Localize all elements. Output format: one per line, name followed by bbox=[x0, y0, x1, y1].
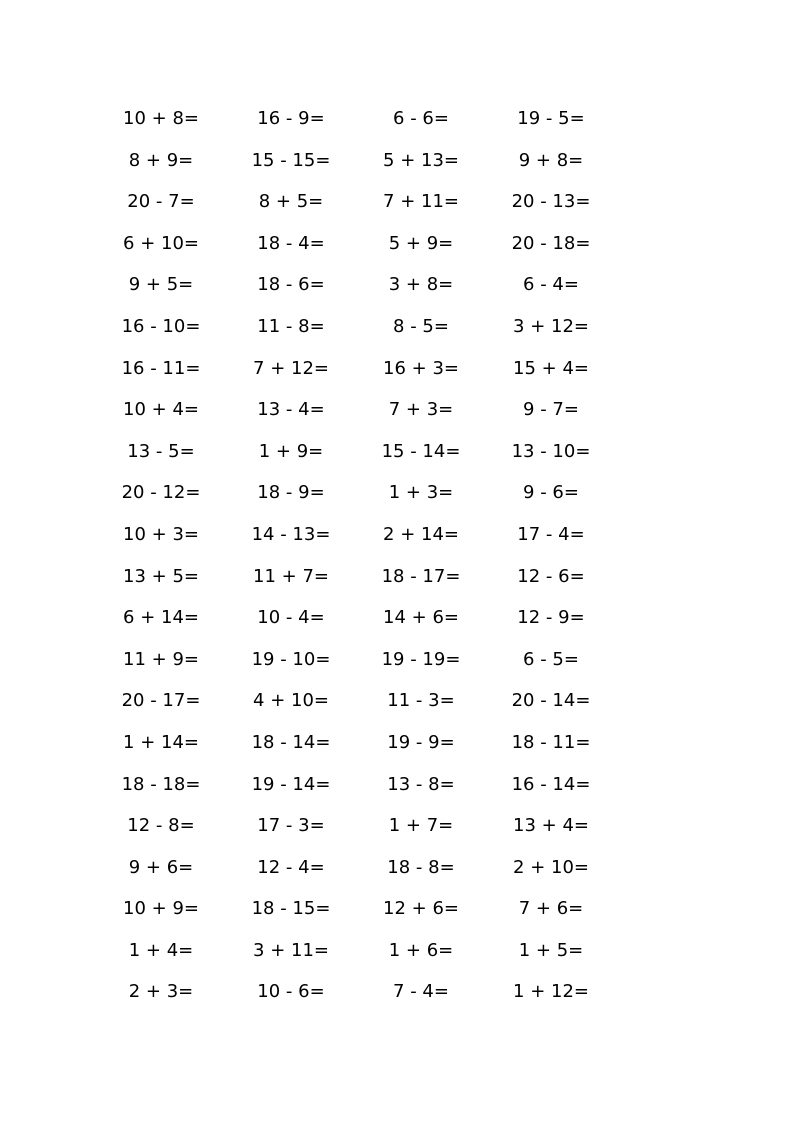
math-problem: 10 + 4= bbox=[123, 399, 199, 421]
problem-row bbox=[0, 140, 794, 182]
math-problem: 19 - 10= bbox=[251, 648, 331, 670]
math-problem: 7 - 4= bbox=[393, 981, 449, 1003]
problem-row bbox=[0, 264, 794, 306]
math-problem: 8 + 5= bbox=[258, 191, 324, 213]
math-problem: 18 - 11= bbox=[511, 731, 591, 753]
problem-row bbox=[0, 223, 794, 265]
math-problem: 3 + 12= bbox=[513, 315, 589, 337]
math-problem: 20 - 14= bbox=[511, 690, 591, 712]
problem-row bbox=[0, 639, 794, 681]
math-problem: 19 - 5= bbox=[517, 108, 585, 129]
math-problem: 20 - 12= bbox=[121, 482, 201, 504]
problem-row bbox=[0, 514, 794, 556]
math-problem: 1 + 6= bbox=[388, 939, 454, 961]
math-problem: 17 - 3= bbox=[257, 815, 325, 837]
math-problem: 3 + 8= bbox=[388, 274, 454, 296]
problem-row bbox=[0, 597, 794, 639]
math-problem: 1 + 7= bbox=[388, 815, 454, 837]
problem-row bbox=[0, 389, 794, 431]
math-problem: 11 - 3= bbox=[387, 690, 455, 712]
math-problem: 13 - 10= bbox=[511, 440, 591, 462]
problem-row bbox=[0, 764, 794, 806]
math-problem: 6 + 10= bbox=[123, 232, 199, 254]
math-problem: 14 - 13= bbox=[251, 523, 331, 545]
math-problem: 19 - 14= bbox=[251, 773, 331, 795]
problem-grid bbox=[0, 98, 794, 1013]
problem-row bbox=[0, 431, 794, 473]
math-problem: 16 + 3= bbox=[383, 357, 459, 379]
problem-row bbox=[0, 306, 794, 348]
math-problem: 7 + 3= bbox=[388, 399, 454, 421]
problem-row bbox=[0, 98, 794, 140]
math-problem: 4 + 10= bbox=[253, 690, 329, 712]
problem-row bbox=[0, 805, 794, 847]
math-problem: 18 - 9= bbox=[257, 482, 325, 504]
math-problem: 8 + 9= bbox=[128, 149, 194, 171]
math-problem: 18 - 15= bbox=[251, 898, 331, 920]
problem-row bbox=[0, 556, 794, 598]
math-problem: 10 + 9= bbox=[123, 898, 199, 920]
math-problem: 18 - 8= bbox=[387, 856, 455, 878]
math-problem: 12 - 6= bbox=[517, 565, 585, 587]
math-problem: 1 + 14= bbox=[123, 731, 199, 753]
math-problem: 1 + 3= bbox=[388, 482, 454, 504]
math-problem: 18 - 17= bbox=[381, 565, 461, 587]
math-problem: 12 - 9= bbox=[517, 607, 585, 629]
math-problem: 10 - 6= bbox=[257, 981, 325, 1003]
math-problem: 19 - 9= bbox=[387, 731, 455, 753]
math-problem: 10 + 8= bbox=[123, 108, 199, 129]
problem-row bbox=[0, 680, 794, 722]
math-problem: 13 - 5= bbox=[127, 440, 195, 462]
math-problem: 12 + 6= bbox=[383, 898, 459, 920]
math-problem: 5 + 13= bbox=[383, 149, 459, 171]
math-problem: 20 - 7= bbox=[127, 191, 195, 213]
problem-row bbox=[0, 888, 794, 930]
math-problem: 5 + 9= bbox=[388, 232, 454, 254]
math-problem: 20 - 17= bbox=[121, 690, 201, 712]
math-problem: 16 - 11= bbox=[121, 357, 201, 379]
math-problem: 1 + 5= bbox=[518, 939, 584, 961]
math-problem: 7 + 11= bbox=[383, 191, 459, 213]
math-problem: 8 - 5= bbox=[393, 315, 449, 337]
math-problem: 18 - 6= bbox=[257, 274, 325, 296]
math-problem: 1 + 12= bbox=[513, 981, 589, 1003]
math-problem: 16 - 9= bbox=[257, 108, 325, 129]
math-problem: 12 - 8= bbox=[127, 815, 195, 837]
math-problem: 11 - 8= bbox=[257, 315, 325, 337]
math-problem: 14 + 6= bbox=[383, 607, 459, 629]
math-problem: 18 - 18= bbox=[121, 773, 201, 795]
math-problem: 9 - 6= bbox=[523, 482, 579, 504]
math-problem: 2 + 14= bbox=[383, 523, 459, 545]
math-problem: 13 - 4= bbox=[257, 399, 325, 421]
math-problem: 1 + 4= bbox=[128, 939, 194, 961]
math-problem: 17 - 4= bbox=[517, 523, 585, 545]
math-problem: 15 + 4= bbox=[513, 357, 589, 379]
math-problem: 18 - 14= bbox=[251, 731, 331, 753]
problem-row bbox=[0, 348, 794, 390]
math-problem: 6 - 6= bbox=[393, 108, 449, 129]
math-problem: 1 + 9= bbox=[258, 440, 324, 462]
math-problem: 20 - 18= bbox=[511, 232, 591, 254]
math-problem: 19 - 19= bbox=[381, 648, 461, 670]
problem-row bbox=[0, 930, 794, 972]
problem-row bbox=[0, 971, 794, 1013]
math-problem: 11 + 7= bbox=[253, 565, 329, 587]
math-problem: 13 - 8= bbox=[387, 773, 455, 795]
math-problem: 12 - 4= bbox=[257, 856, 325, 878]
math-problem: 9 - 7= bbox=[523, 399, 579, 421]
math-problem: 15 - 14= bbox=[381, 440, 461, 462]
math-problem: 18 - 4= bbox=[257, 232, 325, 254]
problem-row bbox=[0, 181, 794, 223]
math-problem: 3 + 11= bbox=[253, 939, 329, 961]
problem-row bbox=[0, 847, 794, 889]
math-problem: 7 + 12= bbox=[253, 357, 329, 379]
math-problem: 20 - 13= bbox=[511, 191, 591, 213]
math-problem: 10 - 4= bbox=[257, 607, 325, 629]
problem-row bbox=[0, 722, 794, 764]
math-problem: 9 + 8= bbox=[518, 149, 584, 171]
math-problem: 6 + 14= bbox=[123, 607, 199, 629]
problem-row bbox=[0, 472, 794, 514]
math-problem: 9 + 6= bbox=[128, 856, 194, 878]
math-problem: 2 + 3= bbox=[128, 981, 194, 1003]
math-problem: 15 - 15= bbox=[251, 149, 331, 171]
math-problem: 6 - 4= bbox=[523, 274, 579, 296]
math-problem: 10 + 3= bbox=[123, 523, 199, 545]
math-problem: 6 - 5= bbox=[523, 648, 579, 670]
math-problem: 11 + 9= bbox=[123, 648, 199, 670]
math-problem: 13 + 4= bbox=[513, 815, 589, 837]
math-problem: 16 - 10= bbox=[121, 315, 201, 337]
math-problem: 2 + 10= bbox=[513, 856, 589, 878]
math-problem: 13 + 5= bbox=[123, 565, 199, 587]
math-problem: 9 + 5= bbox=[128, 274, 194, 296]
math-problem: 16 - 14= bbox=[511, 773, 591, 795]
math-problem: 7 + 6= bbox=[518, 898, 584, 920]
